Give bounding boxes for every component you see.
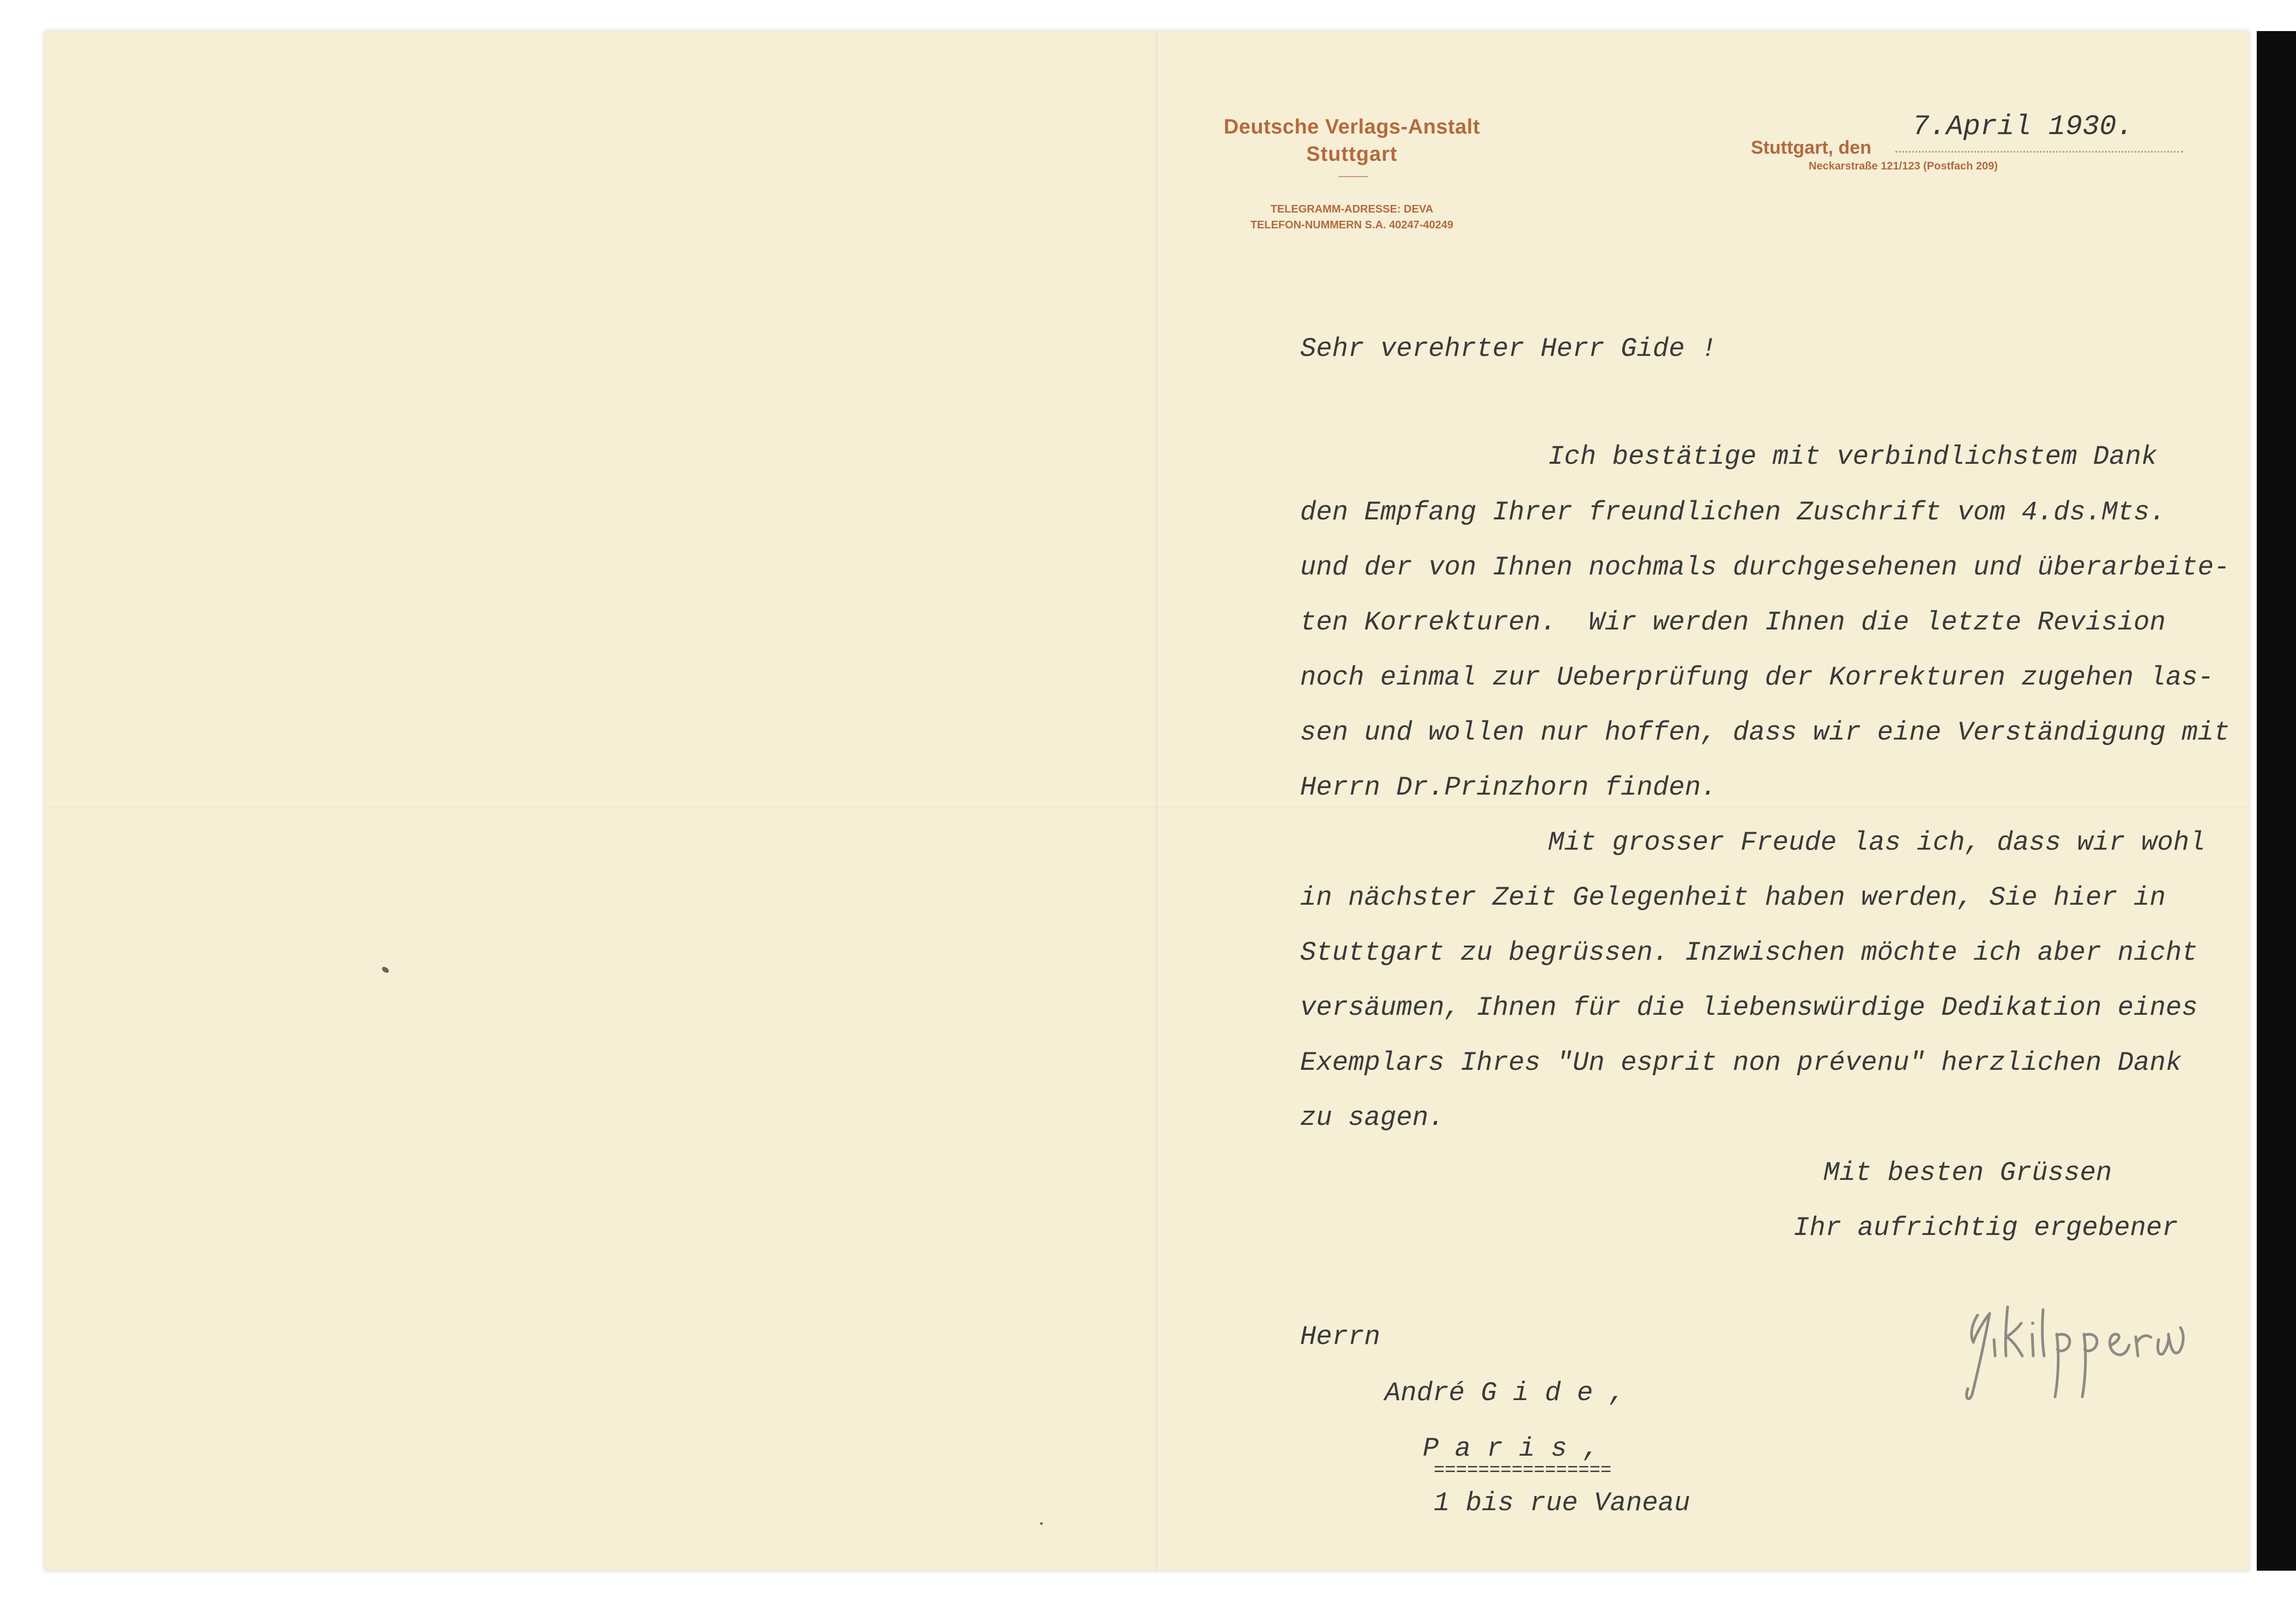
body-line: den Empfang Ihrer freundlichen Zuschrift vom 4.ds.Mts. [1300,497,2166,528]
horizontal-fold-line [44,807,2249,808]
paper-speck [1040,1522,1043,1525]
letterhead-city: Stuttgart [1306,143,1398,166]
body-line: Mit grosser Freude las ich, dass wir wohl [1548,827,2206,858]
handwritten-signature [1956,1301,2190,1410]
letterhead-telegram: TELEGRAMM-ADRESSE: DEVA [1270,203,1434,215]
recipient-city-underline: ================ [1434,1461,1612,1481]
scan-background-edge [2257,31,2296,1571]
closing-sign-off: Ihr aufrichtig ergebener [1793,1213,2178,1243]
body-line: Herrn Dr.Prinzhorn finden. [1300,772,1717,803]
body-line: Exemplars Ihres "Un esprit non prévenu" herzlichen Dank [1300,1047,2182,1078]
letter-sheet [44,31,2249,1571]
salutation: Sehr verehrter Herr Gide ! [1300,334,1717,364]
letterhead-company: Deutsche Verlags-Anstalt [1223,116,1481,138]
vertical-fold-line [1156,31,1157,1571]
body-line: sen und wollen nur hoffen, dass wir eine Verständigung mit [1300,717,2230,748]
body-line: Ich bestätige mit verbindlichstem Dank [1548,441,2158,472]
recipient-street: 1 bis rue Vaneau [1434,1488,1690,1518]
letterhead-address: Neckarstraße 121/123 (Postfach 209) [1809,160,1998,172]
body-line: zu sagen. [1300,1103,1445,1133]
letter-date: 7.April 1930. [1912,111,2134,143]
letterhead-phone: TELEFON-NUMMERN S.A. 40247-40249 [1250,219,1454,231]
body-line: Stuttgart zu begrüssen. Inzwischen möchte ich aber nicht [1300,937,2198,968]
letterhead-place-label: Stuttgart, den [1751,137,1871,158]
body-line: ten Korrekturen. Wir werden Ihnen die letzte Revision [1300,607,2166,638]
recipient-city: P a r i s , [1423,1433,1599,1464]
closing-greeting: Mit besten Grüssen [1823,1158,2112,1188]
recipient-name: André G i d e , [1385,1378,1626,1408]
letterhead-rule [1338,176,1368,177]
date-dotted-line [1895,151,2183,153]
body-line: versäumen, Ihnen für die liebenswürdige Dedikation eines [1300,992,2198,1023]
recipient-title: Herrn [1300,1322,1381,1352]
body-line: in nächster Zeit Gelegenheit haben werden, Sie hier in [1300,882,2166,913]
body-line: und der von Ihnen nochmals durchgesehenen und überarbeite- [1300,552,2230,583]
body-line: noch einmal zur Ueberprüfung der Korrekturen zugehen las- [1300,662,2214,693]
